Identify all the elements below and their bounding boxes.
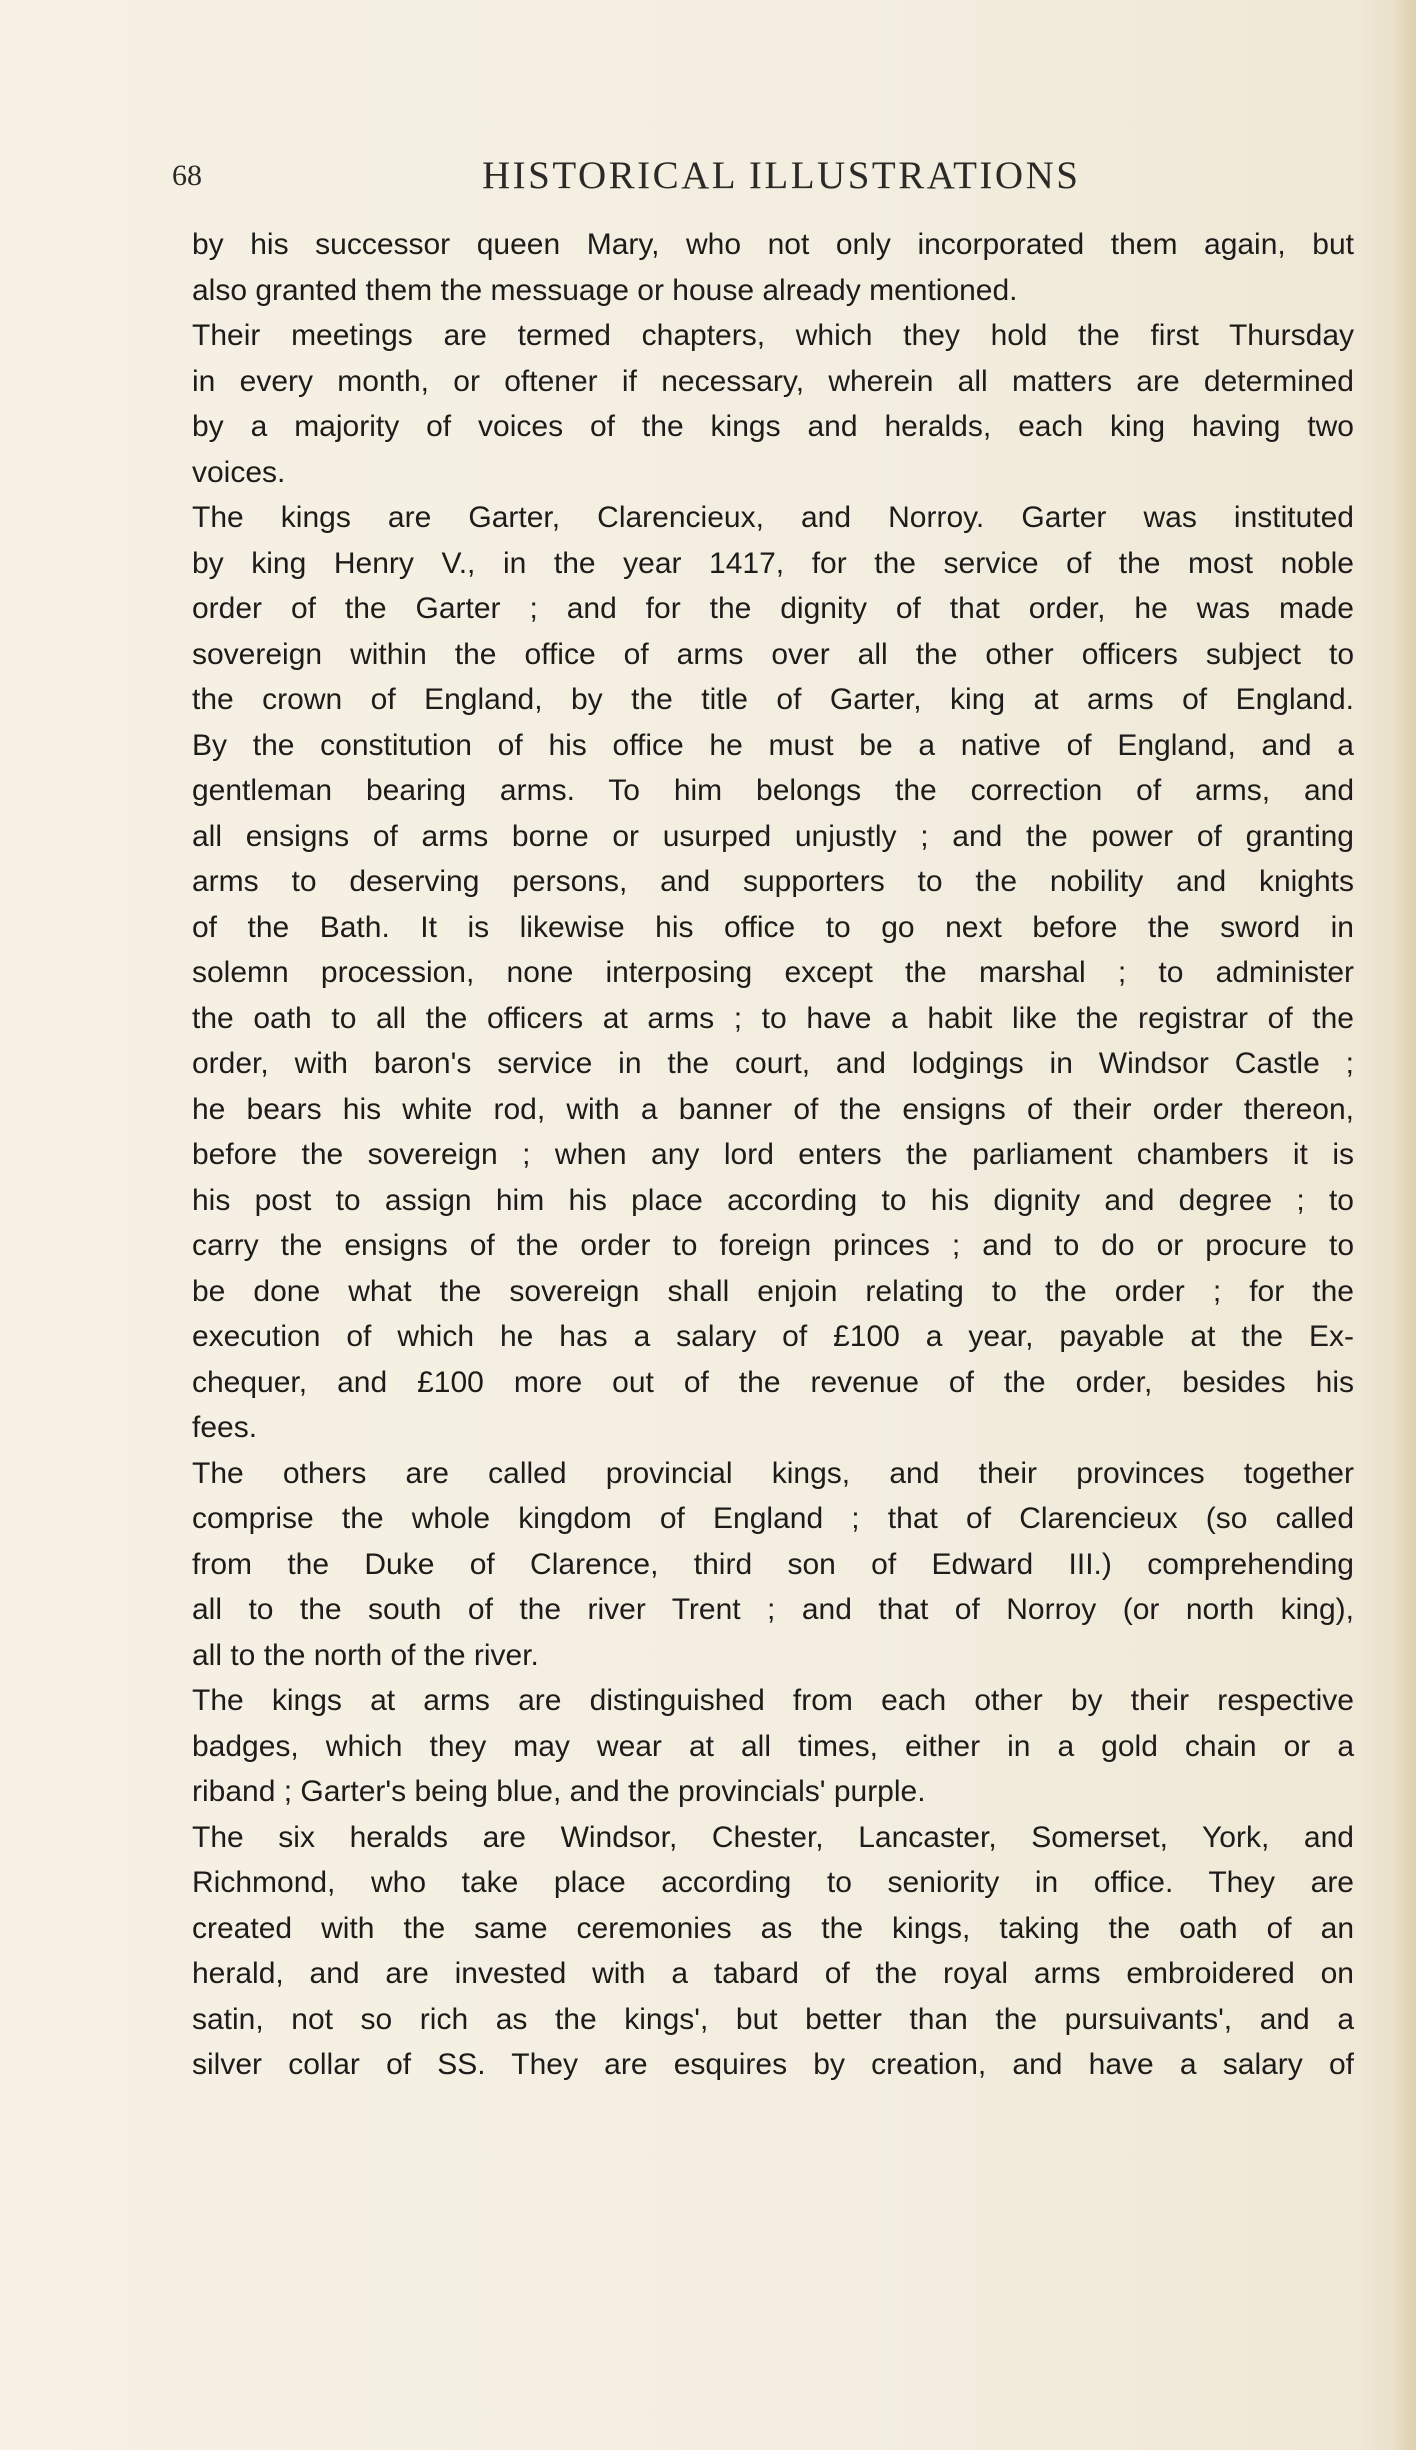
text-line: he bears his white rod, with a banner of the ensigns of their order thereon, — [192, 1092, 1354, 1126]
paragraph — [192, 1815, 1354, 2088]
body-text — [192, 222, 1354, 2088]
page-header — [172, 153, 1354, 205]
paragraph — [192, 1678, 1354, 1815]
text-line: before the sovereign ; when any lord enters the parliament chambers it is — [192, 1138, 1354, 1171]
text-line: sovereign within the office of arms over all the other officers subject to — [192, 637, 1354, 671]
text-line: gentleman bearing arms. To him belongs the correction of arms, and — [192, 774, 1354, 807]
text-line: order of the Garter ; and for the dignity of that order, he was made — [192, 592, 1354, 625]
paragraph — [192, 495, 1354, 1451]
text-line: from the Duke of Clarence, third son of Edward III.) comprehending — [192, 1547, 1354, 1581]
text-line: execution of which he has a salary of £100 a year, payable at the Ex- — [192, 1320, 1354, 1353]
text-line: By the constitution of his office he must be a native of England, and a — [192, 728, 1354, 762]
text-line: by a majority of voices of the kings and heralds, each king having two — [192, 410, 1354, 443]
text-line: by king Henry V., in the year 1417, for the service of the most noble — [192, 546, 1354, 580]
text-line: comprise the whole kingdom of England ; that of Clarencieux (so called — [192, 1502, 1354, 1535]
text-line: herald, and are invested with a tabard of the royal arms embroidered on — [192, 1957, 1354, 1990]
text-line: chequer, and £100 more out of the revenue of the order, besides his — [192, 1365, 1354, 1399]
text-line: fees. — [192, 1411, 258, 1444]
text-line: be done what the sovereign shall enjoin relating to the order ; for the — [192, 1274, 1354, 1308]
text-line: Their meetings are termed chapters, which they hold the first Thursday — [192, 319, 1354, 352]
text-line: silver collar of SS. They are esquires by creation, and have a salary of — [192, 2048, 1354, 2081]
text-line: the crown of England, by the title of Garter, king at arms of England. — [192, 683, 1354, 716]
text-line: satin, not so rich as the kings', but better than the pursuivants', and a — [192, 2002, 1354, 2036]
text-line: The kings are Garter, Clarencieux, and Norroy. Garter was instituted — [192, 501, 1354, 534]
text-line: created with the same ceremonies as the kings, taking the oath of an — [192, 1911, 1354, 1945]
page-number: 68 — [172, 159, 202, 192]
text-line: of the Bath. It is likewise his office to go next before the sword in — [192, 910, 1354, 944]
text-line: by his successor queen Mary, who not only incorporated them again, but — [192, 228, 1354, 261]
page-edge-shadow — [1394, 0, 1416, 2450]
running-title: HISTORICAL ILLUSTRATIONS — [482, 154, 1081, 197]
text-line: voices. — [192, 455, 286, 489]
text-line: solemn procession, none interposing except the marshal ; to administer — [192, 956, 1354, 989]
text-line: The six heralds are Windsor, Chester, Lancaster, Somerset, York, and — [192, 1820, 1354, 1854]
text-line: arms to deserving persons, and supporters to the nobility and knights — [192, 865, 1354, 898]
text-line: all to the north of the river. — [192, 1638, 539, 1672]
text-line: all to the south of the river Trent ; and that of Norroy (or north king), — [192, 1593, 1354, 1626]
text-line: riband ; Garter's being blue, and the provincials' purple. — [192, 1775, 926, 1808]
paragraph — [192, 313, 1354, 495]
text-line: all ensigns of arms borne or usurped unjustly ; and the power of granting — [192, 819, 1354, 853]
text-line: badges, which they may wear at all times, either in a gold chain or a — [192, 1729, 1354, 1763]
text-line: order, with baron's service in the court, and lodgings in Windsor Castle ; — [192, 1047, 1354, 1080]
text-line: also granted them the messuage or house already mentioned. — [192, 273, 1018, 307]
text-line: his post to assign him his place according to his dignity and degree ; to — [192, 1183, 1354, 1217]
text-line: The others are called provincial kings, and their provinces together — [192, 1456, 1354, 1490]
text-line: in every month, or oftener if necessary, wherein all matters are determined — [192, 364, 1354, 398]
text-line: the oath to all the officers at arms ; to have a habit like the registrar of the — [192, 1001, 1354, 1035]
text-line: Richmond, who take place according to seniority in office. They are — [192, 1866, 1354, 1899]
paragraph — [192, 222, 1354, 313]
text-line: The kings at arms are distinguished from each other by their respective — [192, 1684, 1354, 1717]
paragraph — [192, 1451, 1354, 1679]
text-line: carry the ensigns of the order to foreign princes ; and to do or procure to — [192, 1229, 1354, 1262]
